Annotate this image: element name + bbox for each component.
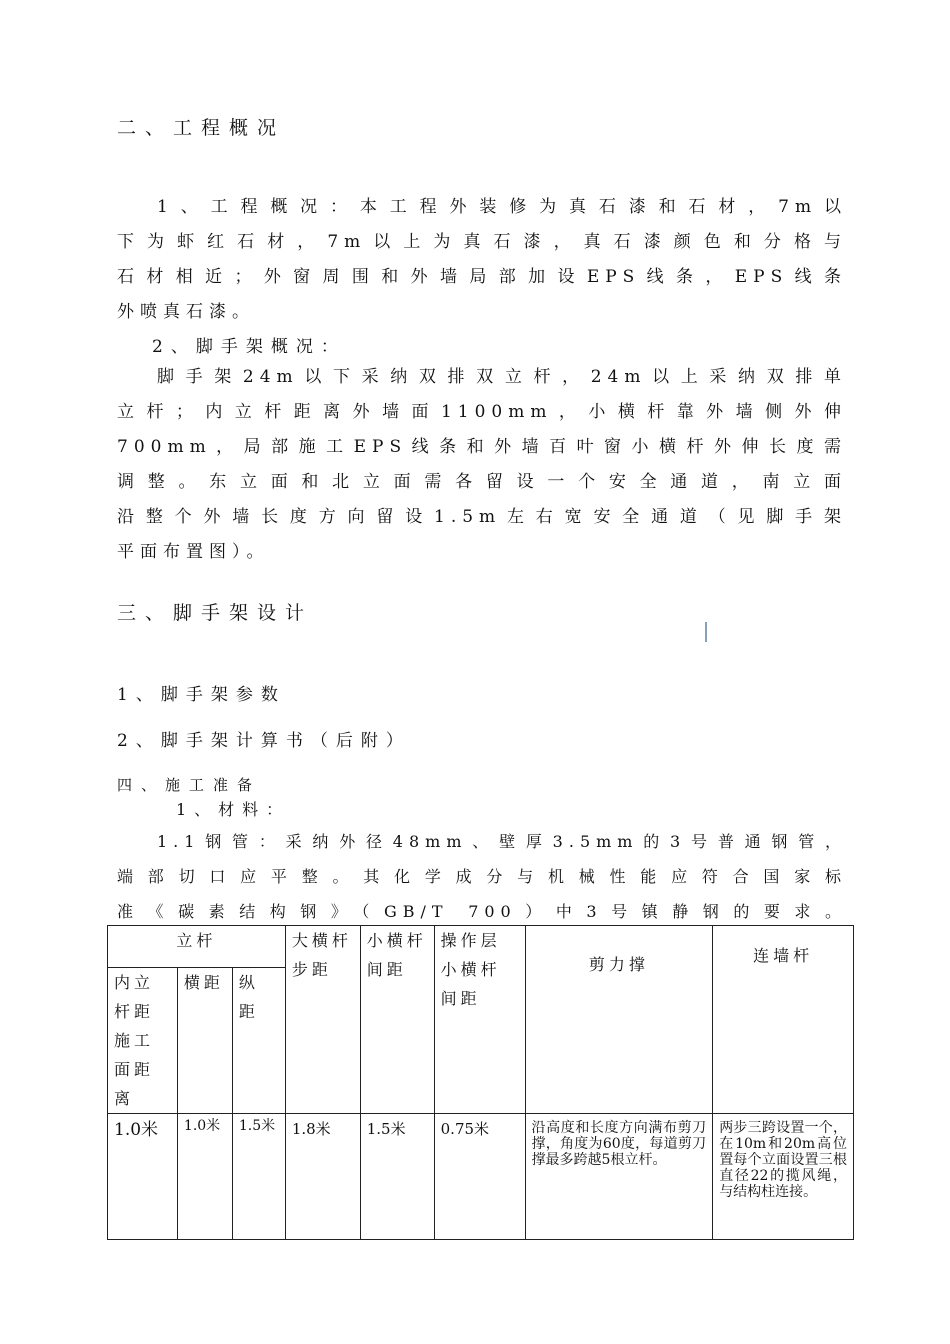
header-wall-tie: 连墙杆 — [713, 926, 854, 1114]
text-cursor — [705, 622, 707, 642]
para-line: 立杆；内立杆距离外墙面1100mm，小横杆靠外墙侧外伸 — [117, 402, 847, 422]
scaffold-parameter-table — [107, 925, 854, 1240]
header-longitudinal: 纵距 — [232, 968, 285, 1114]
steel-pipe-paragraph — [117, 824, 847, 929]
value-longitudinal: 1.5米 — [232, 1114, 285, 1240]
para-line: 700mm，局部施工EPS线条和外墙百叶窗小横杆外伸长度需 — [117, 437, 847, 457]
header-upright: 立杆 — [108, 926, 286, 968]
project-overview-paragraph — [117, 190, 847, 330]
scaffold-params-item: 1、脚手架参数 — [117, 685, 286, 705]
header-work-layer: 操作层小横杆间距 — [434, 926, 525, 1114]
header-transverse: 横距 — [177, 968, 232, 1114]
scaffold-overview-paragraph — [117, 360, 847, 570]
para-line: 下为虾红石材，7m以上为真石漆，真石漆颜色和分格与 — [117, 232, 847, 252]
para-line: 平面布置图）。 — [117, 542, 270, 562]
value-transverse: 1.0米 — [177, 1114, 232, 1240]
value-work-layer: 0.75米 — [434, 1114, 525, 1240]
para-line: 端部切口应平整。其化学成分与机械性能应符合国家标 — [117, 867, 847, 886]
section-3-title: 三、脚手架设计 — [117, 602, 314, 624]
value-inner-distance: 1.0米 — [108, 1114, 178, 1240]
value-wall-tie: 两步三跨设置一个，在10m和20m高位置每个立面设置三根直径22的揽风绳，与结构柱连接。 — [713, 1114, 854, 1240]
para-line: 调整。东立面和北立面需各留设一个安全通道，南立面 — [117, 472, 847, 492]
para-line: 沿整个外墙长度方向留设1.5m左右宽安全通道（见脚手架 — [117, 507, 847, 527]
value-big-step: 1.8米 — [285, 1114, 360, 1240]
para-line: 1.1钢管：采纳外径48mm、壁厚3.5mm的3号普通钢管， — [157, 832, 847, 851]
header-small-spacing: 小横杆间距 — [360, 926, 434, 1114]
section-2-title: 二、工程概况 — [117, 117, 286, 139]
section-4-title: 四、施工准备 — [117, 776, 262, 794]
materials-heading: 1、材料： — [176, 800, 291, 819]
scaffold-calc-item: 2、脚手架计算书（后附） — [117, 731, 411, 751]
para-line: 准《碳素结构钢》（GB/T 700）中3号镇静钢的要求。 — [117, 902, 847, 921]
para-line: 脚手架24m以下采纳双排双立杆，24m以上采纳双排单 — [157, 367, 847, 387]
header-big-step: 大横杆步距 — [285, 926, 360, 1114]
value-small-spacing: 1.5米 — [360, 1114, 434, 1240]
scaffold-overview-heading: 2、脚手架概况： — [152, 337, 346, 357]
para-line: 外喷真石漆。 — [117, 302, 255, 322]
para-line: 石材相近；外窗周围和外墙局部加设EPS线条，EPS线条 — [117, 267, 847, 287]
value-shear-brace: 沿高度和长度方向满布剪刀撑，角度为60度，每道剪刀撑最多跨越5根立杆。 — [525, 1114, 713, 1240]
para-line: 1、工程概况：本工程外装修为真石漆和石材，7m以 — [157, 197, 847, 217]
header-inner-distance: 内立杆距施工面距离 — [108, 968, 178, 1114]
header-shear-brace: 剪力撑 — [525, 926, 713, 1114]
